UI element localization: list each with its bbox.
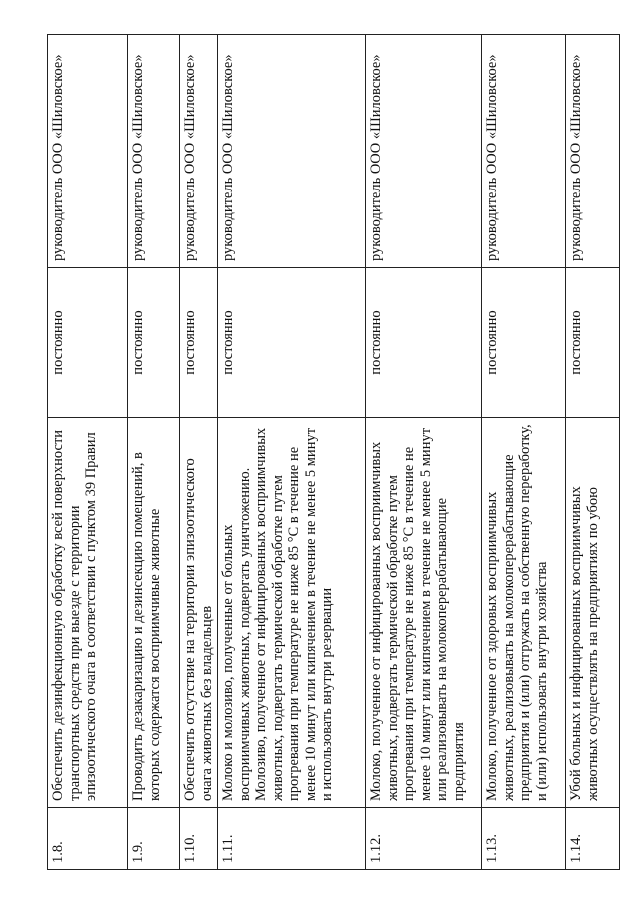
table-row (366, 35, 482, 870)
table-row (128, 35, 180, 870)
row-number: 1.11. (218, 808, 366, 870)
measure-text: Обеспечить дезинфекционную обработку всей поверхности транспортных средств при выезде с территории эпизоотического очага в соответствии с пунктом 39 Правил (48, 418, 128, 808)
row-number: 1.13. (482, 808, 566, 870)
rotated-page-content (47, 35, 617, 870)
measure-term: постоянно (128, 268, 180, 418)
row-number: 1.8. (48, 808, 128, 870)
measure-responsible: руководитель ООО «Шиловское» (366, 35, 482, 268)
measure-term: постоянно (48, 268, 128, 418)
measure-text: Обеспечить отсутствие на территории эпизоотического очага животных без владельцев (180, 418, 218, 808)
measure-term: постоянно (482, 268, 566, 418)
row-number: 1.9. (128, 808, 180, 870)
table-row (48, 35, 128, 870)
table-row (218, 35, 366, 870)
measures-table (47, 34, 620, 870)
measure-term: постоянно (366, 268, 482, 418)
measure-responsible: руководитель ООО «Шиловское» (218, 35, 366, 268)
measure-text: Проводить дезакаризацию и дезинсекцию помещений, в которых содержатся восприимчивые животные (128, 418, 180, 808)
measure-responsible: руководитель ООО «Шиловское» (566, 35, 620, 268)
table-row (566, 35, 620, 870)
measure-term: постоянно (566, 268, 620, 418)
table-row (482, 35, 566, 870)
measure-responsible: руководитель ООО «Шиловское» (482, 35, 566, 268)
table-row (180, 35, 218, 870)
measure-text: Молоко и молозиво, полученные от больных восприимчивых животных, подвергать уничтожению. Молозиво, полученное от инфицированных восприимчивых животных, подвергать термической обработке путем прогревания при температуре не ниже 85 °С в течение не менее 10 минут или кипячением в течение не менее 5 минут и использовать внутри резервации (218, 418, 366, 808)
measure-term: постоянно (180, 268, 218, 418)
measure-responsible: руководитель ООО «Шиловское» (128, 35, 180, 268)
measure-text: Молоко, полученное от инфицированных восприимчивых животных, подвергать термической обработке путем прогревания при температуре не ниже 85 °С в течение не менее 10 минут или кипячением в течение не менее 5 минут или реализовывать на молокоперерабатывающие предприятия (366, 418, 482, 808)
measure-responsible: руководитель ООО «Шиловское» (48, 35, 128, 268)
row-number: 1.14. (566, 808, 620, 870)
row-number: 1.10. (180, 808, 218, 870)
measure-responsible: руководитель ООО «Шиловское» (180, 35, 218, 268)
measure-text: Убой больных и инфицированных восприимчивых животных осуществлять на предприятиях по убою (566, 418, 620, 808)
measure-term: постоянно (218, 268, 366, 418)
row-number: 1.12. (366, 808, 482, 870)
measure-text: Молоко, полученное от здоровых восприимчивых животных, реализовывать на молокоперерабатывающие предприятия и (или) отгружать на собственную переработку, и (или) использовать внутри хозяйства (482, 418, 566, 808)
